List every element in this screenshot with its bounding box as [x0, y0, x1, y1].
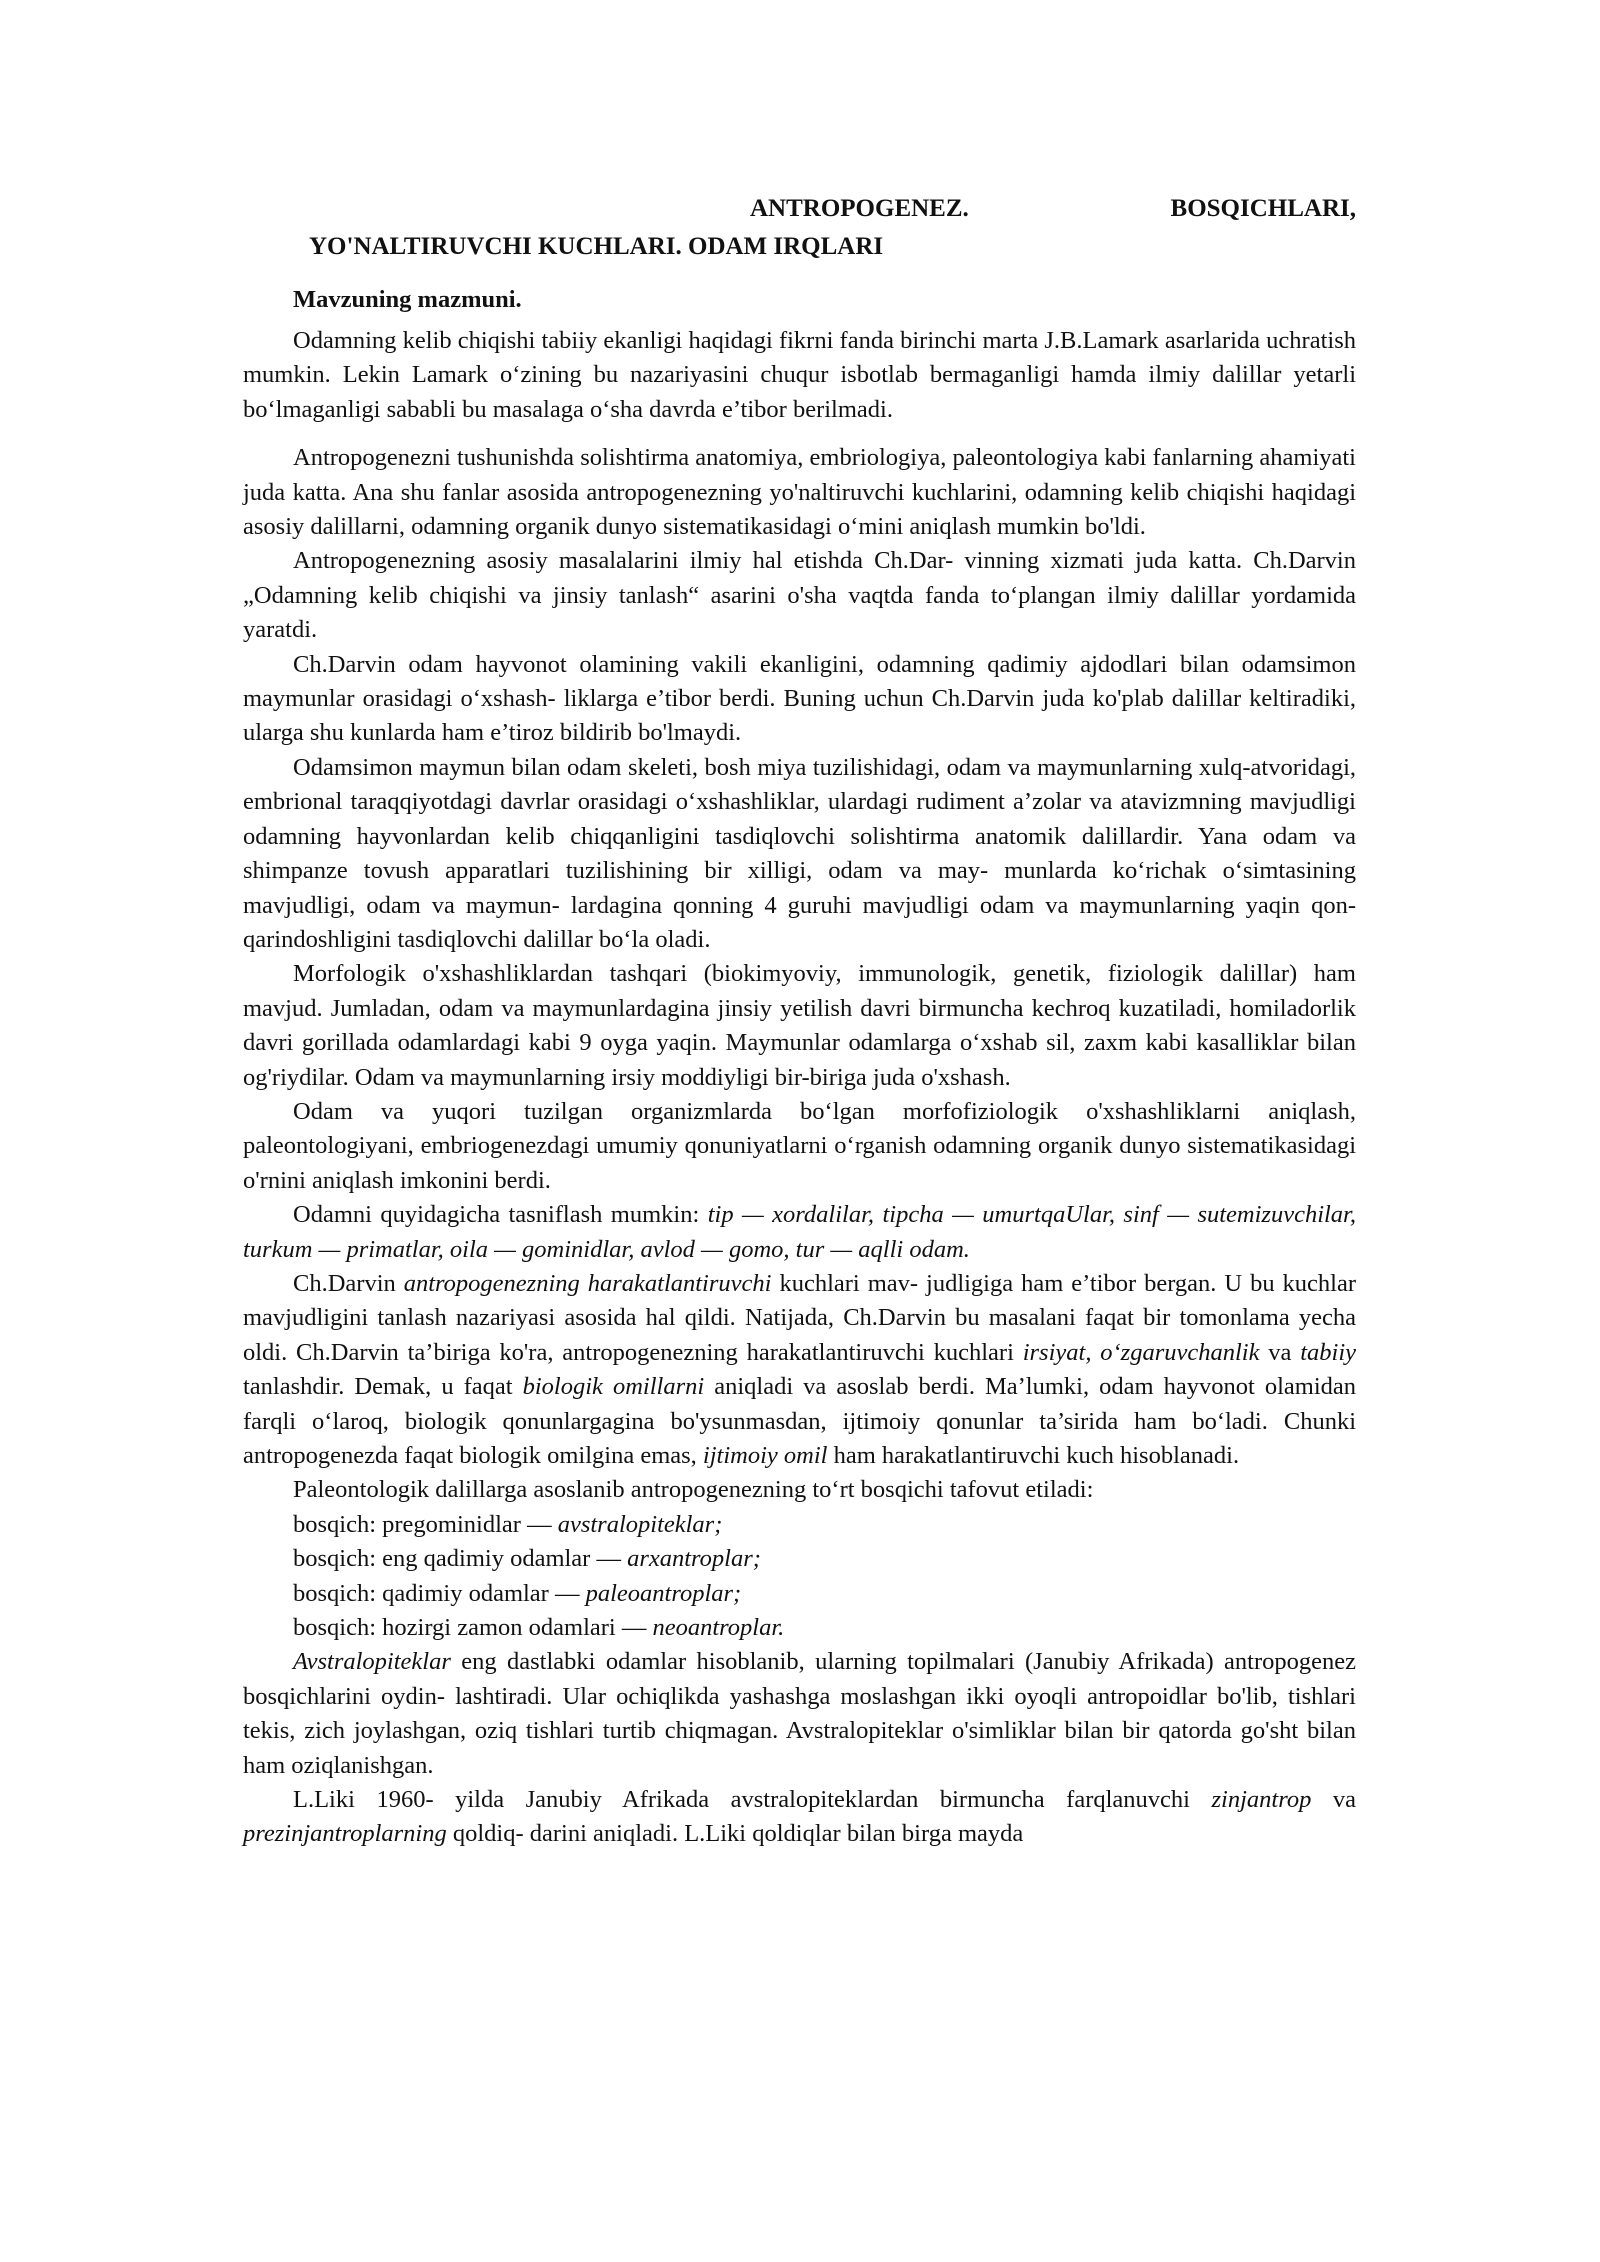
- classification-list: tip — xordalilar, tipcha — umurtqaUlar, sinf — sutemizuvchilar, turkum — primatlar, oila — gominidlar, avlod — gomo, tur — aqlli odam.: [243, 1201, 1356, 1263]
- stage-item-2: [243, 1542, 1356, 1576]
- p9-text-k: ham harakatlantiruvchi kuch hisoblanadi.: [827, 1442, 1240, 1469]
- p12-italic-d: prezinjantroplarning: [243, 1820, 447, 1848]
- title-line-2: YO'NALTIRUVCHI KUCHLARI. ODAM IRQLARI: [309, 233, 884, 260]
- stage-item-3: [243, 1577, 1356, 1611]
- paragraph-6: Morfologik o'xshashliklardan tashqari (biokimyoviy, immunologik, genetik, fiziologik dalillar) ham mavjud. Jumladan, odam va maymunlardagina jinsiy yetilish davri birmuncha kechroq kuzatiladi, homiladorlik davri gorillada odamlardagi kabi 9 oyga yaqin. Maymunlar odamlarga o‘xshab sil, zaxm kabi kasalliklar bilan og'riydilar. Odam va maymunlarning irsiy moddiyligi bir-biriga juda o'xshash.: [243, 960, 1356, 1091]
- p9-text-i: aniqladi va asoslab berdi. Ma’lumki, odam hayvonot olamidan farqli o‘laroq, biologik qonunlargagina bo'ysunmasdan, ijtimoiy qonunlar ta’sirida ham bo‘ladi. Chunki antropogenezda faqat biologik omilgina emas,: [243, 1373, 1356, 1469]
- p11-italic-a: Avstralopiteklar: [293, 1648, 451, 1676]
- stage-2-term: arxantroplar;: [627, 1545, 761, 1573]
- title-part-2: BOSQICHLARI,: [1170, 195, 1356, 222]
- p12-text-c: va: [1311, 1786, 1356, 1814]
- p9-italic-j: ijtimoiy omil: [702, 1442, 828, 1469]
- paragraph-11: [243, 1645, 1356, 1783]
- stage-1-term: avstralopiteklar;: [557, 1510, 723, 1538]
- p9-text-c: kuchlari mav- judligiga ham e’tibor bergan. U bu kuchlar mavjudligini tanlash nazariyasi asosida hal qildi. Natijada, Ch.Darvin bu masalani faqat bir tomonlama yecha oldi. Ch.Darvin ta’biriga ko'ra, antropogenezning harakatlantiruvchi kuchlari: [243, 1269, 1357, 1366]
- paragraph-12: [243, 1783, 1356, 1852]
- title-part-1: ANTROPOGENEZ.: [750, 195, 969, 222]
- p9-text-a: Ch.Darvin: [293, 1269, 404, 1297]
- stage-item-4: [243, 1611, 1356, 1645]
- paragraph-2: Antropogenezni tushunishda solishtirma anatomiya, embriologiya, paleontologiya kabi fanlarning ahamiyati juda katta. Ana shu fanlar asosida antropogenezning yo'naltiruvchi kuchlarini, odamning kelib chiqishi haqidagi asosiy dalillarni, odamning organik dunyo sistematikasidagi o‘mini aniqlash mumkin bo'ldi.: [243, 444, 1356, 541]
- stage-1-label: bosqich: pregominidlar —: [293, 1510, 558, 1538]
- stage-2-label: bosqich: eng qadimiy odamlar —: [293, 1545, 628, 1573]
- paragraph-5: Odamsimon maymun bilan odam skeleti, bosh miya tuzilishidagi, odam va maymunlarning xulq-atvoridagi, embrional taraqqiyotdagi davrlar orasidagi o‘xshashliklar, ulardagi rudiment a’zolar va atavizmning mavjudligi odamning hayvonlardan kelib chiqqanligini tasdiqlovchi solishtirma anatomik dalillardir. Yana odam va shimpanze tovush apparatlari tuzilishining bir xilligi, odam va may- munlarda ko‘richak o‘simtasining mavjudligi, odam va maymun- lardagina qonning 4 guruhi mavjudligi odam va maymunlarning yaqin qon-qarindoshligini tasdiqlovchi dalillar bo‘la oladi.: [243, 753, 1356, 953]
- stage-3-term: paleoantroplar;: [585, 1579, 742, 1607]
- p12-text-a: L.Liki 1960- yilda Janubiy Afrikada avstralopiteklardan birmuncha farqlanuvchi: [293, 1786, 1212, 1814]
- stage-3-label: bosqich: qadimiy odamlar —: [293, 1579, 586, 1607]
- stage-4-term: neoantroplar.: [652, 1614, 785, 1642]
- p9-italic-d: irsiyat, o‘zgaruvchanlik: [1022, 1338, 1260, 1366]
- p12-text-e: qoldiq- darini aniqladi. L.Liki qoldiqlar bilan birga mayda: [446, 1820, 1024, 1848]
- paragraph-10: Paleontologik dalillarga asoslanib antropogenezning to‘rt bosqichi tafovut etiladi:: [293, 1476, 1094, 1504]
- paragraph-7: Odam va yuqori tuzilgan organizmlarda bo‘lgan morfofiziologik o'xshashliklarni aniqlash, paleontologiyani, embriogenezdagi umumiy qonuniyatlarni o‘rganish odamning organik dunyo sistematikasidagi o'rnini aniqlash imkonini berdi.: [243, 1097, 1356, 1194]
- classification-intro: Odamni quyidagicha tasniflash mumkin:: [293, 1201, 708, 1229]
- document-page: [243, 190, 1356, 1852]
- p9-italic-h: biologik omillarni: [522, 1373, 705, 1401]
- stage-item-1: [243, 1508, 1356, 1542]
- stage-4-label: bosqich: hozirgi zamon odamlari —: [293, 1614, 653, 1642]
- paragraph-3: Antropogenezning asosiy masalalarini ilmiy hal etishda Ch.Dar- vinning xizmati juda katta. Ch.Darvin „Odamning kelib chiqishi va jinsiy tanlash“ asarini o'sha vaqtda fanda to‘plangan ilmiy dalillar yordamida yaratdi.: [243, 547, 1356, 644]
- section-subheading: Mavzuning mazmuni.: [293, 286, 522, 313]
- paragraph-9: [243, 1267, 1356, 1473]
- p12-italic-b: zinjantrop: [1211, 1786, 1312, 1814]
- paragraph-1: Odamning kelib chiqishi tabiiy ekanligi haqidagi fikrni fanda birinchi marta J.B.Lamark asarlarida uchratish mumkin. Lekin Lamark o‘zining bu nazariyasini chuqur isbotlab bermaganligi hamda ilmiy dalillar yetarli bo‘lmaganligi sababli bu masalaga o‘sha davrda e’tibor berilmadi.: [243, 327, 1356, 423]
- paragraph-8: [243, 1198, 1356, 1267]
- p9-italic-b: antropogenezning harakatlantiruvchi: [403, 1269, 772, 1297]
- p9-italic-f: tabiiy: [1300, 1338, 1357, 1366]
- p11-text-b: eng dastlabki odamlar hisoblanib, ularning topilmalari (Janubiy Afrikada) antropogenez bosqichlarini oydin- lashtiradi. Ular ochiqlikda yashashga moslashgan ikki oyoqli antropoidlar bo'lib, tishlari tekis, zich joylashgan, oziq tishlari turtib chiqmagan. Avstralopiteklar o'simliklar bilan bir qatorda go'sht bilan ham oziqlanishgan.: [243, 1648, 1356, 1779]
- p9-text-e: va: [1259, 1338, 1301, 1366]
- title-line-1: [243, 190, 1356, 228]
- p9-text-g: tanlashdir. Demak, u faqat: [243, 1373, 523, 1401]
- paragraph-4: Ch.Darvin odam hayvonot olamining vakili ekanligini, odamning qadimiy ajdodlari bilan odamsimon maymunlar orasidagi o‘xshash- liklarga e’tibor berdi. Buning uchun Ch.Darvin juda ko'plab dalillar keltiradiki, ularga shu kunlarda ham e’tiroz bildirib bo'lmaydi.: [243, 650, 1356, 747]
- page-title: [243, 190, 1356, 266]
